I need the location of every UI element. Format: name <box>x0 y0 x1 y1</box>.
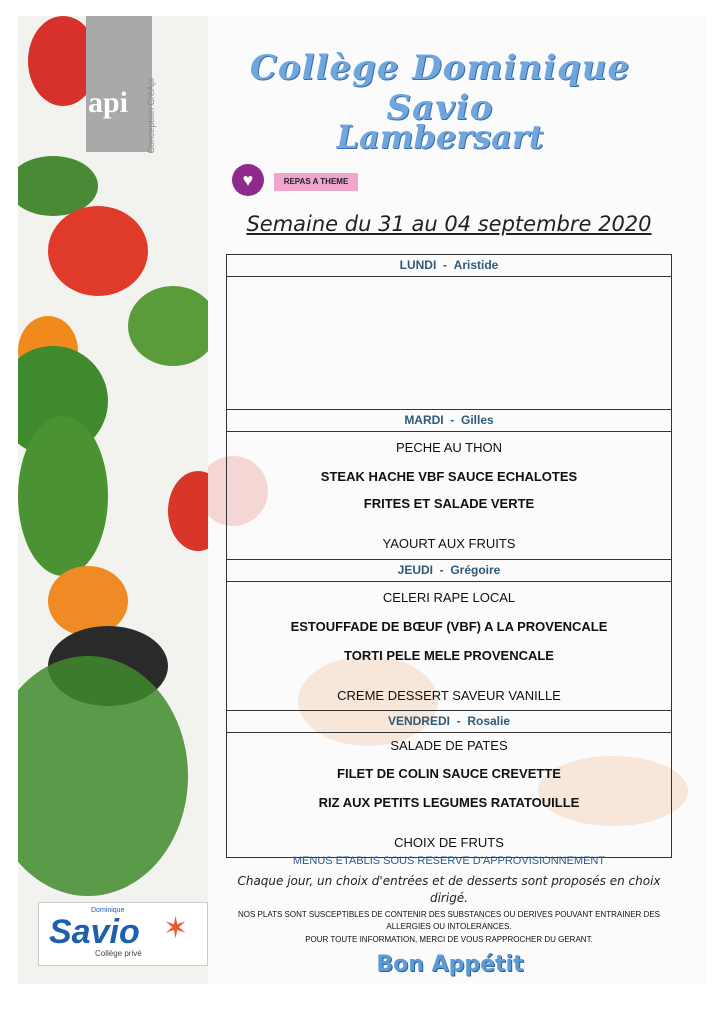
school-title: Collège Dominique Savio <box>249 48 631 128</box>
reserve-note: MENUS ETABLIS SOUS RESERVE D'APPROVISIONNEMENT <box>292 855 606 867</box>
leaf-shape-3 <box>128 286 208 366</box>
dish-starter: CELERI RAPE LOCAL <box>382 590 516 605</box>
api-caption: Conception CréApi <box>146 78 156 154</box>
logo-subtitle: Collège privé <box>95 949 142 958</box>
theme-label: REPAS A THEME <box>274 173 358 191</box>
salad-bowl <box>18 656 188 896</box>
star-icon: ✶ <box>163 912 189 945</box>
bon-appetit: Bon Appétit <box>376 952 524 977</box>
menu-table <box>226 254 672 858</box>
day-body-jeudi <box>227 582 671 710</box>
decorative-photo-strip <box>18 16 208 984</box>
dish-main: FILET DE COLIN SAUCE CREVETTE <box>337 766 561 781</box>
leaf-shape-4 <box>18 416 108 576</box>
day-header-jeudi: JEUDI - Grégoire <box>227 559 671 582</box>
savio-logo <box>38 902 208 966</box>
choice-note: Chaque jour, un choix d'entrées et de desserts sont proposés en choix dirigé. <box>237 874 661 905</box>
allergy-note: NOS PLATS SONT SUSCEPTIBLES DE CONTENIR DES SUBSTANCES OU DERIVES POUVANT ENTRAINER DES ALLERGIES OU INTOLERANCES. <box>237 910 660 931</box>
dish-dessert: CHOIX DE FRUTS <box>394 835 504 850</box>
week-title: Semaine du 31 au 04 septembre 2020 <box>246 212 652 236</box>
day-header-lundi: LUNDI - Aristide <box>227 255 671 277</box>
dish-starter: PECHE AU THON <box>396 440 502 455</box>
dish-starter: SALADE DE PATES <box>390 738 508 753</box>
tomato-shape <box>48 206 148 296</box>
dish-side: FRITES ET SALADE VERTE <box>363 496 535 511</box>
tomato-shape-2 <box>168 471 208 551</box>
api-logo: api <box>88 86 129 119</box>
day-header-mardi: MARDI - Gilles <box>227 409 671 432</box>
dish-dessert: CREME DESSERT SAVEUR VANILLE <box>337 688 561 703</box>
logo-word: Savio <box>49 913 140 951</box>
dish-main: STEAK HACHE VBF SAUCE ECHALOTES <box>320 469 578 484</box>
api-logo-box <box>86 16 152 152</box>
day-body-vendredi <box>227 733 671 857</box>
day-header-vendredi: VENDREDI - Rosalie <box>227 710 671 733</box>
info-note: POUR TOUTE INFORMATION, MERCI DE VOUS RAPPROCHER DU GERANT. <box>305 935 593 944</box>
day-body-mardi <box>227 432 671 559</box>
theme-heart-icon: ♥ <box>232 164 264 196</box>
dish-side: RIZ AUX PETITS LEGUMES RATATOUILLE <box>318 795 580 810</box>
logo-dominique: Dominique <box>91 907 125 914</box>
day-body-lundi <box>227 277 671 409</box>
dish-dessert: YAOURT AUX FRUITS <box>382 536 516 551</box>
dish-main: ESTOUFFADE DE BŒUF (VBF) A LA PROVENCALE <box>290 619 608 634</box>
dish-side: TORTI PELE MELE PROVENCALE <box>344 648 554 663</box>
city-title: Lambersart <box>336 118 544 156</box>
